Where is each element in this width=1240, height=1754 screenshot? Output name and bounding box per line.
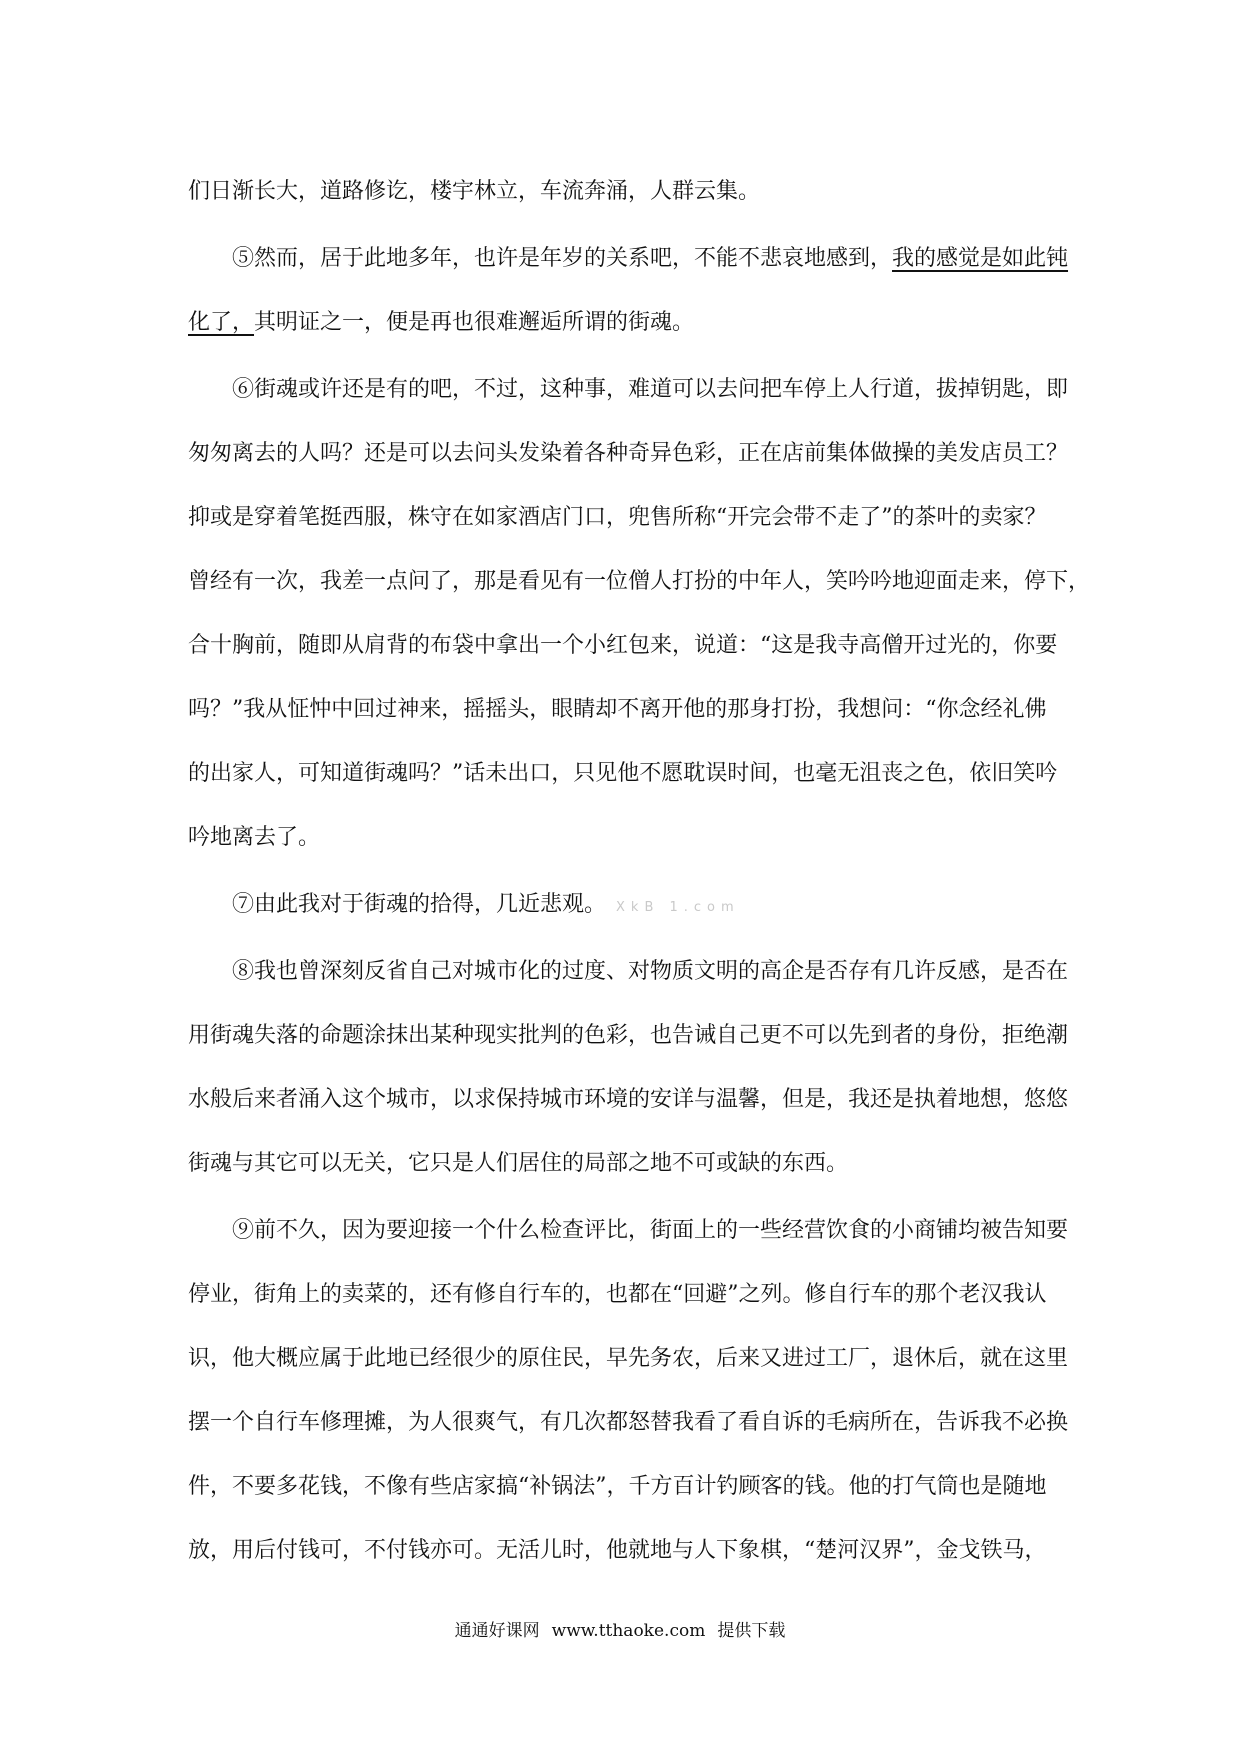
footer-site-name: 通通好课网	[454, 1621, 540, 1641]
paragraph-9-line: 件，不要多花钱，不像有些店家搞“补锅法”，千方百计钓顾客的钱。他的打气筒也是随地	[188, 1474, 1047, 1499]
paragraph-9-line: 识，他大概应属于此地已经很少的原住民，早先务农，后来又进过工厂，退休后，就在这里	[188, 1346, 1069, 1371]
text-segment: ⑦由此我对于街魂的拾得，几近悲观。	[232, 892, 607, 917]
paragraph-9-line: 摆一个自行车修理摊，为人很爽气，有几次都怒替我看了看自诉的毛病所在，告诉我不必换	[188, 1410, 1069, 1435]
article-body	[188, 160, 1091, 1583]
watermark-text: XkB 1.com	[616, 900, 740, 915]
paragraph-5-line	[188, 291, 1068, 355]
paragraph-6-line: 的出家人，可知道街魂吗？”话未出口，只见他不愿耽误时间，也毫无沮丧之色，依旧笑吟	[188, 761, 1058, 786]
text-segment: ⑤然而，居于此地多年，也许是年岁的关系吧，不能不悲哀地感到，	[232, 246, 893, 271]
paragraph-9-line: 停业，街角上的卖菜的，还有修自行车的，也都在“回避”之列。修自行车的那个老汉我认	[188, 1282, 1047, 1307]
paragraph-6-line: 吗？”我从怔忡中回过神来，摇摇头，眼睛却不离开他的那身打扮，我想问：“你念经礼佛	[188, 697, 1047, 722]
paragraph-6-line: 吟地离去了。	[188, 825, 321, 850]
footer-note: 提供下载	[717, 1621, 786, 1641]
paragraph-6-line: 曾经有一次，我差一点问了，那是看见有一位僧人打扮的中年人，笑吟吟地迎面走来，停下，	[188, 569, 1091, 594]
paragraph-5-line	[188, 227, 1068, 291]
paragraph-6-line: 匆匆离去的人吗？还是可以去问头发染着各种奇异色彩，正在店前集体做操的美发店员工？	[188, 441, 1069, 466]
paragraph-9-line: 放，用后付钱可，不付钱亦可。无活儿时，他就地与人下象棋，“楚河汉界”，金戈铁马，	[188, 1538, 1047, 1563]
paragraph-8-line: 用街魂失落的命题涂抹出某种现实批判的色彩，也告诫自己更不可以先到者的身份，拒绝潮	[188, 1023, 1069, 1048]
page-footer	[0, 1616, 1240, 1641]
paragraph-8-line: ⑧我也曾深刻反省自己对城市化的过度、对物质文明的高企是否存有几许反感，是否在	[232, 959, 1069, 984]
paragraph-8-line: 街魂与其它可以无关，它只是人们居住的局部之地不可或缺的东西。	[188, 1151, 849, 1176]
paragraph-6-line: ⑥街魂或许还是有的吧，不过，这种事，难道可以去问把车停上人行道，拔掉钥匙，即	[232, 377, 1069, 402]
underlined-phrase: 我的感觉是如此钝	[892, 246, 1069, 271]
paragraph-7-line	[188, 873, 1068, 937]
paragraph-8-line: 水般后来者涌入这个城市，以求保持城市环境的安详与温馨，但是，我还是执着地想，悠悠	[188, 1087, 1069, 1112]
paragraph-6-line: 抑或是穿着笔挺西服，株守在如家酒店门口，兜售所称“开完会带不走了”的茶叶的卖家？	[188, 505, 1047, 530]
paragraph-9-line: ⑨前不久，因为要迎接一个什么检查评比，街面上的一些经营饮食的小商铺均被告知要	[232, 1218, 1069, 1243]
footer-url[interactable]: www.tthaoke.com	[551, 1621, 706, 1641]
text-segment: 其明证之一，便是再也很难邂逅所谓的街魂。	[254, 310, 695, 335]
paragraph-6-line: 合十胸前，随即从肩背的布袋中拿出一个小红包来，说道：“这是我寺高僧开过光的，你要	[188, 633, 1058, 658]
text-line: 们日渐长大，道路修讫，楼宇林立，车流奔涌，人群云集。	[188, 179, 761, 204]
underlined-phrase: 化了，	[188, 310, 255, 335]
